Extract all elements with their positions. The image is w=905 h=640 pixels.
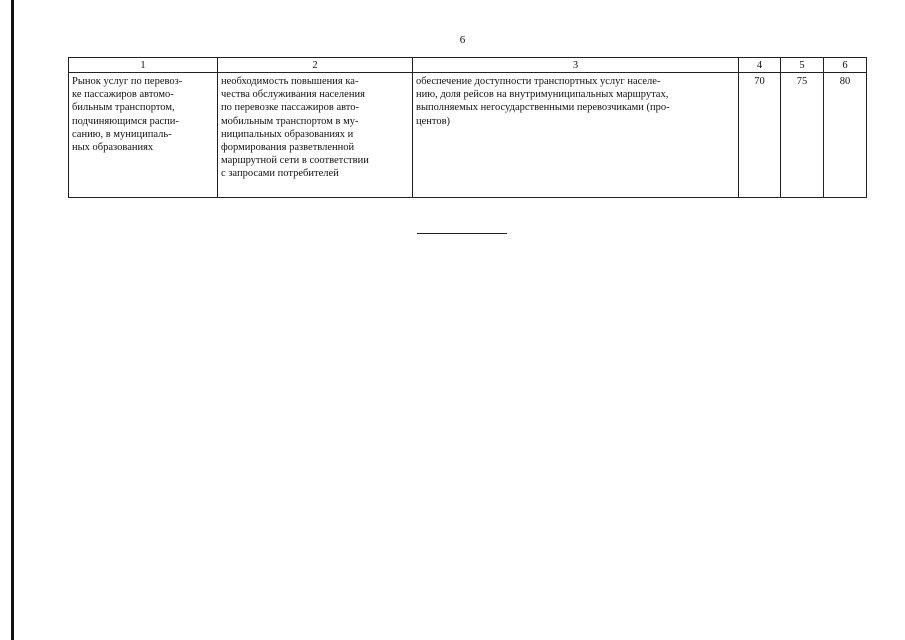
- cell-value-4: 70: [739, 73, 781, 198]
- column-header-6: 6: [824, 58, 867, 73]
- cell-indicator: [413, 73, 739, 198]
- cell-necessity: [218, 73, 413, 198]
- column-header-1: 1: [69, 58, 218, 73]
- page-left-border: [11, 0, 14, 640]
- table-row: [69, 73, 867, 198]
- column-header-5: 5: [781, 58, 824, 73]
- indicator-text: обеспечение доступности транспортных услуг населе- нию, доля рейсов на внутримуниципальных маршрутах, выполняемых негосударственными перевозчиками (про- центов): [416, 76, 670, 127]
- indicators-table: [68, 57, 867, 198]
- end-of-table-rule: [417, 233, 507, 234]
- column-header-4: 4: [739, 58, 781, 73]
- cell-market: [69, 73, 218, 198]
- cell-value-5: 75: [781, 73, 824, 198]
- cell-value-6: 80: [824, 73, 867, 198]
- column-header-3: 3: [413, 58, 739, 73]
- necessity-text: необходимость повышения ка- чества обслуживания населения по перевозке пассажиров авто- мобильным транспортом в му- ниципальных образованиях и формирования разветвленной маршрутной сети в соответствии с запросами потребителей: [221, 76, 369, 180]
- column-header-2: 2: [218, 58, 413, 73]
- market-text: Рынок услуг по перевоз- ке пассажиров автомо- бильным транспортом, подчиняющимся распи- санию, в муниципаль- ных образованиях: [72, 76, 183, 154]
- table-header-row: [69, 58, 867, 73]
- page-number: 6: [459, 34, 466, 46]
